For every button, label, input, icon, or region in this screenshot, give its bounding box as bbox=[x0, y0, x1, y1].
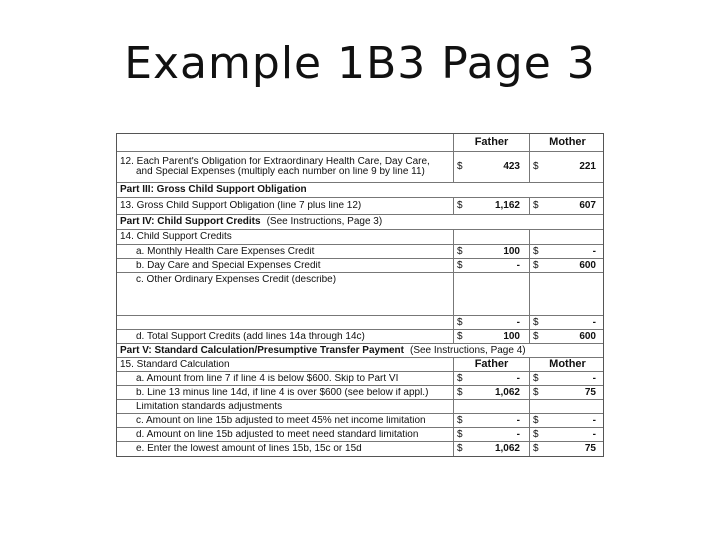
line-14-row bbox=[117, 229, 603, 244]
line-15-description bbox=[117, 358, 453, 371]
limitation-row bbox=[117, 399, 603, 413]
header-spacer bbox=[117, 134, 453, 151]
currency-symbol: $ bbox=[457, 414, 463, 426]
line-15c-mother bbox=[529, 414, 605, 427]
line-15e-description bbox=[117, 442, 453, 456]
line-15c-text: c. Amount on line 15b adjusted to meet 45% net income limitation bbox=[136, 415, 426, 426]
limitation-text: Limitation standards adjustments bbox=[136, 401, 283, 412]
line-14a-mother-value: - bbox=[592, 245, 596, 257]
line-14c-father-empty bbox=[453, 273, 529, 315]
limitation-father-empty bbox=[453, 400, 529, 413]
line-15e-mother bbox=[529, 442, 605, 456]
line-15d-mother-value: - bbox=[592, 428, 596, 440]
part-3-header bbox=[117, 182, 603, 197]
currency-symbol: $ bbox=[533, 245, 539, 257]
part-5-note: (See Instructions, Page 4) bbox=[409, 344, 526, 356]
line-12-row bbox=[117, 151, 603, 182]
line-14c-amount-row bbox=[117, 315, 603, 329]
line-15b-description bbox=[117, 386, 453, 399]
line-15e-mother-value: 75 bbox=[584, 443, 596, 454]
worksheet-form bbox=[116, 133, 604, 457]
line-14c-father bbox=[453, 316, 529, 329]
line-14d-father-value: 100 bbox=[503, 330, 520, 342]
line-13-mother bbox=[529, 198, 605, 214]
currency-symbol: $ bbox=[457, 330, 463, 342]
currency-symbol: $ bbox=[533, 330, 539, 342]
line-14d-father bbox=[453, 330, 529, 343]
limitation-mother-empty bbox=[529, 400, 605, 413]
currency-symbol: $ bbox=[457, 259, 463, 271]
line-15-text: 15. Standard Calculation bbox=[120, 359, 230, 370]
column-header-row bbox=[117, 134, 603, 151]
line-14b-description bbox=[117, 259, 453, 272]
currency-symbol: $ bbox=[533, 428, 539, 440]
currency-symbol: $ bbox=[533, 200, 539, 211]
currency-symbol: $ bbox=[457, 245, 463, 257]
currency-symbol: $ bbox=[457, 428, 463, 440]
currency-symbol: $ bbox=[533, 259, 539, 271]
line-13-father bbox=[453, 198, 529, 214]
mother-column-header-repeat: Mother bbox=[529, 358, 605, 371]
line-14b-mother bbox=[529, 259, 605, 272]
line-15c-father bbox=[453, 414, 529, 427]
line-14d-mother-value: 600 bbox=[579, 330, 596, 342]
line-12-text-1: 12. Each Parent's Obligation for Extraordinary Health Care, Day Care, bbox=[120, 157, 430, 167]
part-4-label-container bbox=[117, 215, 603, 229]
part-5-label-container bbox=[117, 344, 603, 357]
line-14c-row bbox=[117, 272, 603, 315]
line-14b-text: b. Day Care and Special Expenses Credit bbox=[136, 260, 321, 271]
line-14-description bbox=[117, 230, 453, 244]
line-15e-text: e. Enter the lowest amount of lines 15b, 15c or 15d bbox=[136, 444, 362, 454]
line-15b-father-value: 1,062 bbox=[494, 386, 520, 398]
currency-symbol: $ bbox=[533, 386, 539, 398]
line-14b-row bbox=[117, 258, 603, 272]
line-14c-mother-value: - bbox=[592, 316, 596, 328]
line-15e-row bbox=[117, 441, 603, 456]
line-15a-father-value: - bbox=[516, 372, 520, 384]
line-15d-row bbox=[117, 427, 603, 441]
line-15c-father-value: - bbox=[516, 414, 520, 426]
part-4-note: (See Instructions, Page 3) bbox=[266, 216, 383, 227]
line-13-mother-value: 607 bbox=[579, 200, 596, 211]
line-12-text-2: and Special Expenses (multiply each number on line 9 by line 11) bbox=[136, 167, 425, 177]
line-12-mother-value: 221 bbox=[579, 161, 596, 172]
line-15a-mother bbox=[529, 372, 605, 385]
line-14b-father-value: - bbox=[516, 259, 520, 271]
slide-title: Example 1B3 Page 3 bbox=[124, 38, 596, 89]
line-14c-father-value: - bbox=[516, 316, 520, 328]
line-14c-description bbox=[117, 273, 453, 315]
currency-symbol: $ bbox=[533, 161, 539, 172]
part-3-label: Part III: Gross Child Support Obligation bbox=[120, 184, 307, 195]
line-15b-mother-value: 75 bbox=[584, 386, 596, 398]
line-15a-mother-value: - bbox=[592, 372, 596, 384]
line-15b-father bbox=[453, 386, 529, 399]
line-12-father bbox=[453, 152, 529, 182]
father-column-header-repeat: Father bbox=[453, 358, 529, 371]
line-13-text: 13. Gross Child Support Obligation (line 7 plus line 12) bbox=[120, 201, 362, 211]
line-15d-description bbox=[117, 428, 453, 441]
currency-symbol: $ bbox=[533, 414, 539, 426]
line-15c-description bbox=[117, 414, 453, 427]
line-15-row bbox=[117, 357, 603, 371]
line-14b-father bbox=[453, 259, 529, 272]
line-14a-father bbox=[453, 245, 529, 258]
line-14c-mother bbox=[529, 316, 605, 329]
line-15d-father-value: - bbox=[516, 428, 520, 440]
line-14d-description bbox=[117, 330, 453, 343]
line-13-father-value: 1,162 bbox=[494, 200, 520, 211]
line-13-description bbox=[117, 198, 453, 214]
line-15d-mother bbox=[529, 428, 605, 441]
father-column-header: Father bbox=[453, 134, 529, 151]
currency-symbol: $ bbox=[457, 161, 463, 172]
line-14-mother-empty bbox=[529, 230, 605, 244]
line-14d-mother bbox=[529, 330, 605, 343]
line-12-description bbox=[117, 152, 453, 182]
currency-symbol: $ bbox=[457, 386, 463, 398]
line-15a-father bbox=[453, 372, 529, 385]
part-5-label: Part V: Standard Calculation/Presumptive Transfer Payment bbox=[120, 344, 404, 356]
part-5-header bbox=[117, 343, 603, 357]
line-15c-mother-value: - bbox=[592, 414, 596, 426]
currency-symbol: $ bbox=[533, 372, 539, 384]
limitation-description bbox=[117, 400, 453, 413]
line-14c-amount-spacer bbox=[117, 316, 453, 329]
line-14a-description bbox=[117, 245, 453, 258]
line-15c-row bbox=[117, 413, 603, 427]
line-15a-text: a. Amount from line 7 if line 4 is below $600. Skip to Part VI bbox=[136, 373, 399, 384]
line-14d-text: d. Total Support Credits (add lines 14a through 14c) bbox=[136, 331, 365, 342]
line-14c-mother-empty bbox=[529, 273, 605, 315]
line-14a-text: a. Monthly Health Care Expenses Credit bbox=[136, 246, 315, 257]
line-14d-row bbox=[117, 329, 603, 343]
line-15d-text: d. Amount on line 15b adjusted to meet need standard limitation bbox=[136, 429, 419, 440]
line-15e-father-value: 1,062 bbox=[494, 443, 520, 454]
line-15d-father bbox=[453, 428, 529, 441]
line-14c-text: c. Other Ordinary Expenses Credit (describe) bbox=[136, 275, 337, 285]
currency-symbol: $ bbox=[457, 372, 463, 384]
line-14a-father-value: 100 bbox=[503, 245, 520, 257]
line-14-father-empty bbox=[453, 230, 529, 244]
line-14a-mother bbox=[529, 245, 605, 258]
line-14a-row bbox=[117, 244, 603, 258]
line-14-text: 14. Child Support Credits bbox=[120, 232, 232, 242]
line-15b-row bbox=[117, 385, 603, 399]
currency-symbol: $ bbox=[457, 316, 463, 328]
currency-symbol: $ bbox=[533, 443, 539, 454]
line-12-mother bbox=[529, 152, 605, 182]
line-13-row bbox=[117, 197, 603, 214]
line-15a-description bbox=[117, 372, 453, 385]
mother-column-header: Mother bbox=[529, 134, 605, 151]
line-15a-row bbox=[117, 371, 603, 385]
line-15b-text: b. Line 13 minus line 14d, if line 4 is over $600 (see below if appl.) bbox=[136, 387, 429, 398]
currency-symbol: $ bbox=[457, 443, 463, 454]
currency-symbol: $ bbox=[533, 316, 539, 328]
line-12-father-value: 423 bbox=[503, 161, 520, 172]
part-4-label: Part IV: Child Support Credits bbox=[120, 216, 261, 227]
line-14b-mother-value: 600 bbox=[579, 259, 596, 271]
line-15b-mother bbox=[529, 386, 605, 399]
part-4-header bbox=[117, 214, 603, 229]
line-15e-father bbox=[453, 442, 529, 456]
currency-symbol: $ bbox=[457, 200, 463, 211]
